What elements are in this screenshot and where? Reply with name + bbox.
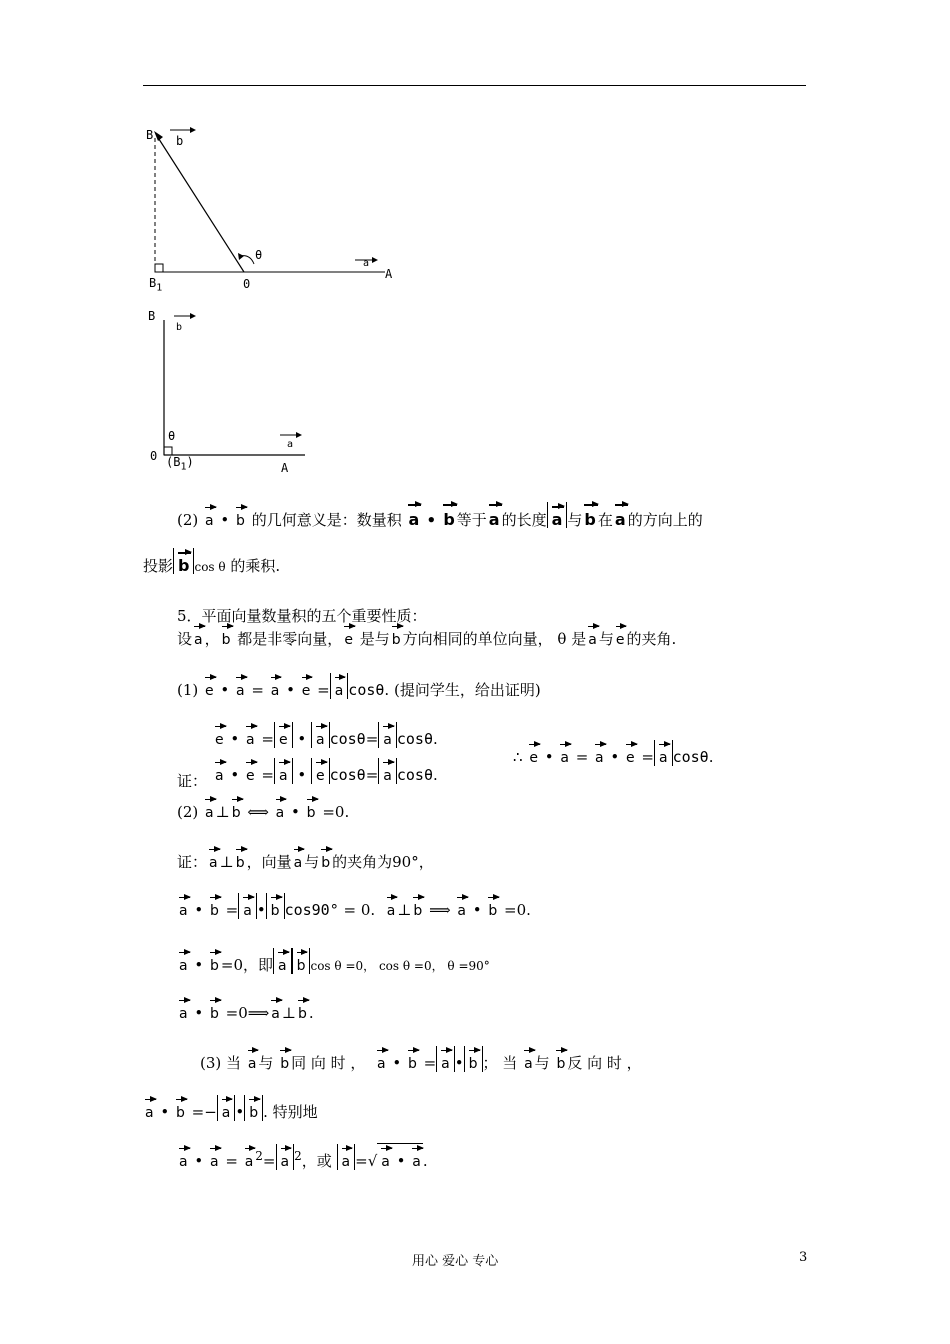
label-theta-2: θ [168,429,176,443]
label-B1-2: $(B_1)$ [166,455,194,473]
section-5-title: 5．平面向量数量积的五个重要性质： [177,607,427,625]
label-B-2: B [148,309,156,323]
property-2-proof-line2: a • b = a • b cos90° = 0. a ⊥ b ⟹ a • b =0. [177,893,531,919]
property-3: (3) 当 a 与 b 同 向 时 ， a • b = a • b ； 当 a 与 b 反 向 时 ， [200,1046,642,1073]
label-O-2: 0 [150,449,158,463]
property-2-proof-line1: 证： a ⊥ b ，向量 a 与 b 的夹角为90°， [177,845,434,872]
section-5-intro: 设 a ， b 都是非零向量， e 是与 b 方向相同的单位向量， θ 是 a 与 e 的夹角. [177,622,676,649]
label-a-2: a [287,439,294,450]
proof-label-1: 证： [177,772,208,790]
para-geometric-meaning: (2) a • b 的几何意义是：数量积 a • b 等于 a 的长度 a 与 b 在 a 的方向上的 [177,500,703,530]
header-rule [143,85,806,86]
para-geometric-meaning-line2: 投影 b cos θ 的乘积. [143,548,280,576]
property-3-line3: a • a = a $^2$= a $^2$，或 a =√ a • a . [177,1143,428,1171]
property-2-proof-line4: a • b =0⟹ a ⊥ b . [177,996,314,1022]
property-2: (2) a ⊥ b ⟺ a • b =0. [177,795,349,821]
property-1-proof-line1: e • a = e • a cosθ= a cosθ. [213,722,438,748]
property-1: (1) e • a = a • e = a cosθ. (提问学生，给出证明) [177,673,541,700]
label-theta: θ [255,248,263,262]
property-1-proof-line2: a • e = a • e cosθ= a cosθ. [213,758,438,784]
label-B1: $B_1$ [149,276,163,294]
footer-motto: 用心 爱心 专心 [412,1254,499,1269]
page-number: 3 [799,1250,808,1265]
property-3-line2: a • b =− a • b . 特别地 [143,1095,318,1122]
property-2-proof-line3: a • b =0，即 a b cos θ =0， cos θ =0， θ =90° [177,948,490,975]
label-b-2: b [176,322,183,333]
label-b: b [176,134,184,148]
label-A-2: A [281,461,289,475]
label-O: 0 [243,277,251,291]
label-a: a [363,258,370,269]
label-A: A [385,267,393,281]
property-1-conclusion: ∴ e • a = a • e = a cosθ. [513,740,714,766]
label-B: B [146,128,154,142]
